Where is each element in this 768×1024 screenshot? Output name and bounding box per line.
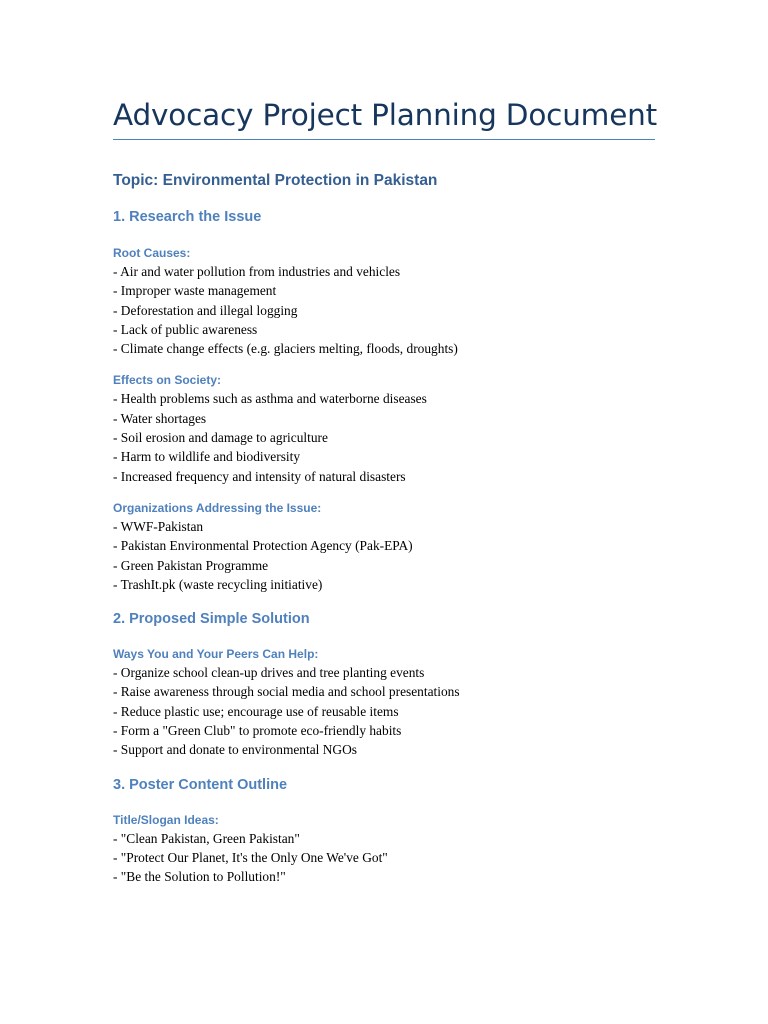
block-slogan-ideas	[113, 811, 655, 887]
list-item: - Water shortages	[113, 410, 207, 426]
list-item: - Pakistan Environmental Protection Agency (Pak-EPA)	[113, 538, 413, 554]
list-item: - Soil erosion and damage to agriculture	[113, 430, 328, 446]
sub-heading: Root Causes:	[113, 246, 191, 260]
sub-heading: Ways You and Your Peers Can Help:	[113, 647, 319, 662]
block-root-causes	[113, 244, 655, 358]
list-item: - Raise awareness through social media and school presentations	[113, 684, 460, 700]
section-heading: 2. Proposed Simple Solution	[113, 611, 310, 628]
list-item: - "Protect Our Planet, It's the Only One We've Got"	[113, 849, 388, 865]
title-underline	[113, 139, 655, 140]
list-item: - Health problems such as asthma and waterborne diseases	[113, 391, 427, 407]
list-item: - Increased frequency and intensity of natural disasters	[113, 468, 406, 484]
section-heading: 1. Research the Issue	[113, 209, 262, 225]
bullet-list	[113, 517, 655, 594]
bullet-list	[113, 262, 655, 358]
list-item: - Air and water pollution from industries and vehicles	[113, 264, 401, 279]
sub-heading: Title/Slogan Ideas:	[113, 812, 219, 827]
section-research	[113, 207, 655, 594]
list-item: - "Clean Pakistan, Green Pakistan"	[113, 830, 300, 846]
document-page	[113, 94, 658, 887]
block-effects-on-society	[113, 371, 655, 485]
bullet-list	[113, 389, 655, 485]
list-item: - Harm to wildlife and biodiversity	[113, 449, 301, 465]
sub-heading: Effects on Society:	[113, 373, 222, 388]
list-item: - Lack of public awareness	[113, 321, 258, 337]
list-item: - Deforestation and illegal logging	[113, 302, 298, 318]
list-item: - Climate change effects (e.g. glaciers melting, floods, droughts)	[113, 341, 458, 357]
block-ways-to-help	[113, 645, 655, 759]
list-item: - "Be the Solution to Pollution!"	[113, 869, 286, 885]
block-organizations	[113, 499, 655, 594]
document-title: Advocacy Project Planning Document	[113, 98, 658, 132]
section-solution	[113, 609, 655, 759]
list-item: - Organize school clean-up drives and tree planting events	[113, 665, 425, 681]
list-item: - WWF-Pakistan	[113, 518, 204, 534]
list-item: - Form a "Green Club" to promote eco-friendly habits	[113, 723, 402, 739]
list-item: - Reduce plastic use; encourage use of reusable items	[113, 703, 399, 719]
bullet-list	[113, 663, 655, 759]
section-heading: 3. Poster Content Outline	[113, 776, 288, 793]
list-item: - Improper waste management	[113, 283, 277, 299]
list-item: - Green Pakistan Programme	[113, 557, 269, 573]
sub-heading: Organizations Addressing the Issue:	[113, 500, 322, 515]
list-item: - Support and donate to environmental NGOs	[113, 742, 357, 758]
bullet-list	[113, 829, 655, 887]
topic-heading: Topic: Environmental Protection in Pakistan	[113, 172, 438, 189]
list-item: - TrashIt.pk (waste recycling initiative)	[113, 576, 323, 592]
section-poster-outline	[113, 775, 655, 887]
